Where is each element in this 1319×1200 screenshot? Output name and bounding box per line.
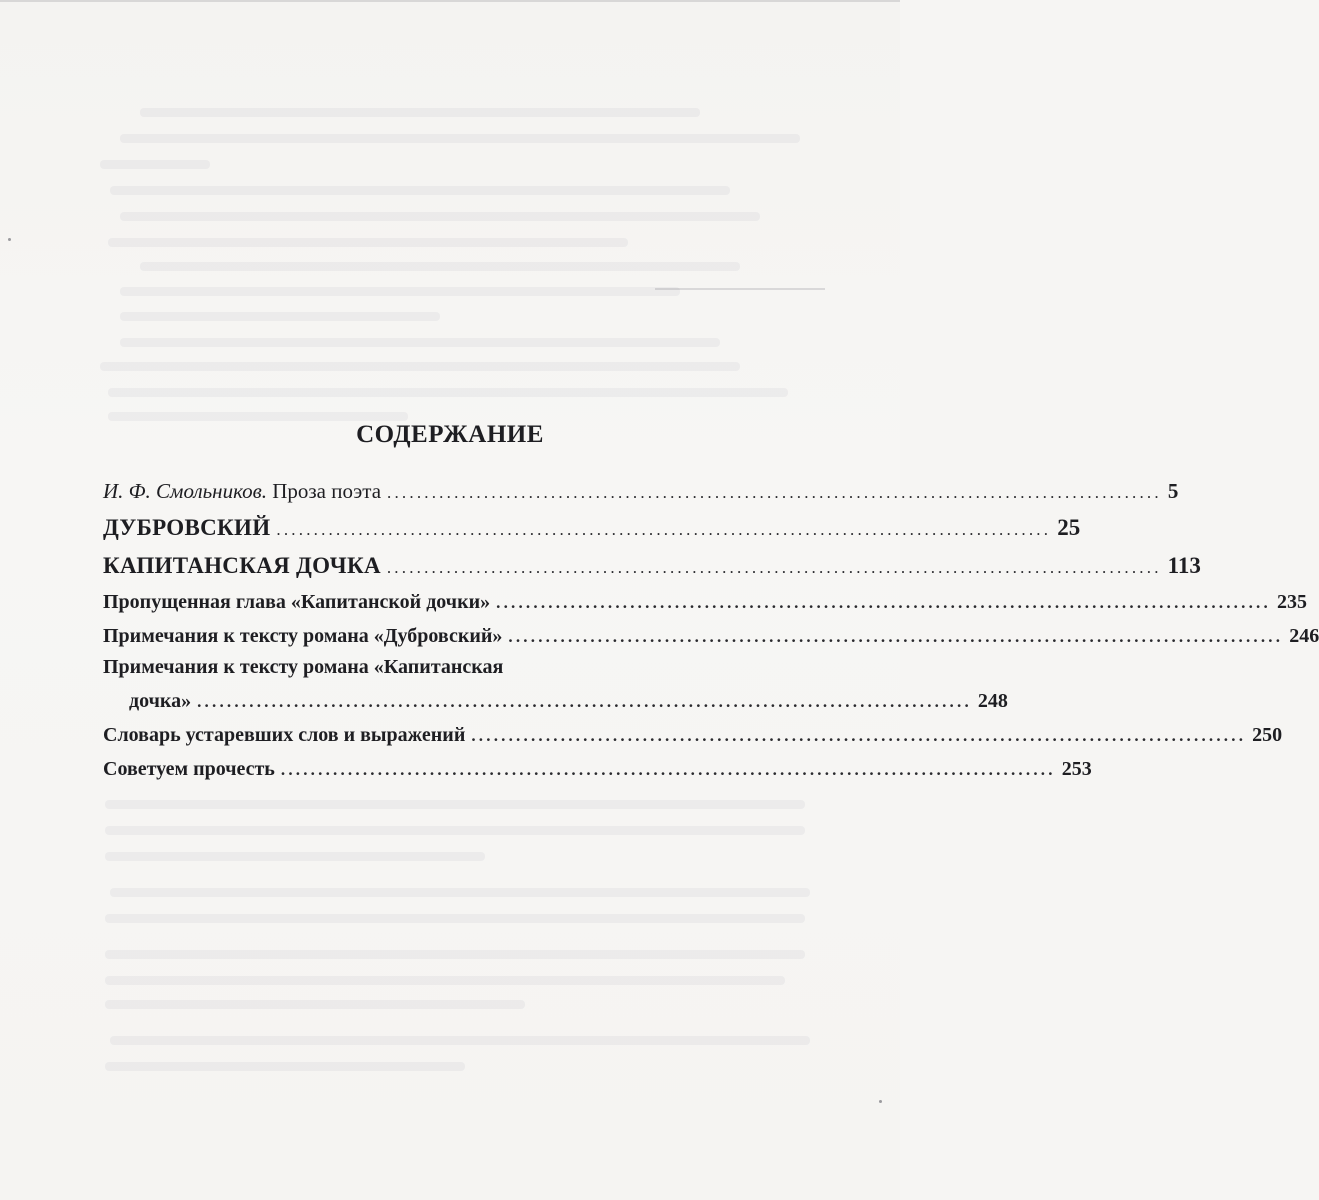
- paper-speck: [879, 1100, 882, 1103]
- toc-entry: [103, 720, 1283, 751]
- toc-page-number: 253: [1061, 758, 1092, 780]
- paper-speck: [8, 238, 11, 241]
- toc-entry: [103, 511, 1081, 546]
- toc-page-number: 113: [1167, 553, 1201, 578]
- toc-leader-dots: ........................................................................................................: [471, 726, 1247, 745]
- toc-entry-title: Проза поэта: [272, 479, 382, 503]
- toc-entry-title: Словарь устаревших слов и выражений: [103, 724, 466, 746]
- toc-leader-dots: ........................................................................................................: [508, 627, 1284, 646]
- toc-page-number: 235: [1276, 591, 1307, 613]
- toc-entry-title: Примечания к тексту романа «Дубровский»: [103, 625, 503, 647]
- toc-entry: [103, 476, 1179, 508]
- toc-entry: [103, 621, 1319, 652]
- toc-page-number: 248: [977, 690, 1008, 712]
- toc-leader-dots: ........................................................................................................: [197, 692, 972, 711]
- page-fold-line: [655, 288, 825, 290]
- toc-entry-title-line1: Примечания к тексту романа «Капитанская: [103, 656, 504, 678]
- toc-entry-label: [103, 476, 387, 507]
- toc-page-number: 246: [1289, 625, 1319, 647]
- toc-leader-dots: ........................................................................................................: [387, 483, 1162, 502]
- toc-page-number: 5: [1167, 479, 1179, 503]
- toc-page-number: 250: [1252, 724, 1283, 746]
- toc-entry: [103, 587, 1307, 618]
- table-of-contents: [103, 476, 1319, 785]
- toc-leader-dots: ........................................................................................................: [496, 593, 1271, 612]
- toc-entry: [103, 549, 1201, 584]
- toc-page-number: 25: [1057, 515, 1081, 540]
- toc-entry-title: Советуем прочесть: [103, 758, 275, 780]
- toc-entry-title: КАПИТАНСКАЯ ДОЧКА: [103, 553, 381, 578]
- toc-entry: [103, 754, 1092, 785]
- toc-leader-dots: ........................................................................................................: [276, 520, 1052, 539]
- toc-entry-title: Пропущенная глава «Капитанской дочки»: [103, 591, 491, 613]
- page-title: СОДЕРЖАНИЕ: [356, 421, 544, 448]
- page-fold-line: [0, 0, 900, 2]
- toc-entry-author: И. Ф. Смольников.: [103, 479, 267, 503]
- toc-entry-title: ДУБРОВСКИЙ: [103, 515, 271, 540]
- toc-entry-title-line2: дочка»: [129, 690, 192, 712]
- toc-entry: [103, 686, 1008, 717]
- toc-leader-dots: ........................................................................................................: [386, 558, 1162, 577]
- toc-leader-dots: ........................................................................................................: [280, 760, 1056, 779]
